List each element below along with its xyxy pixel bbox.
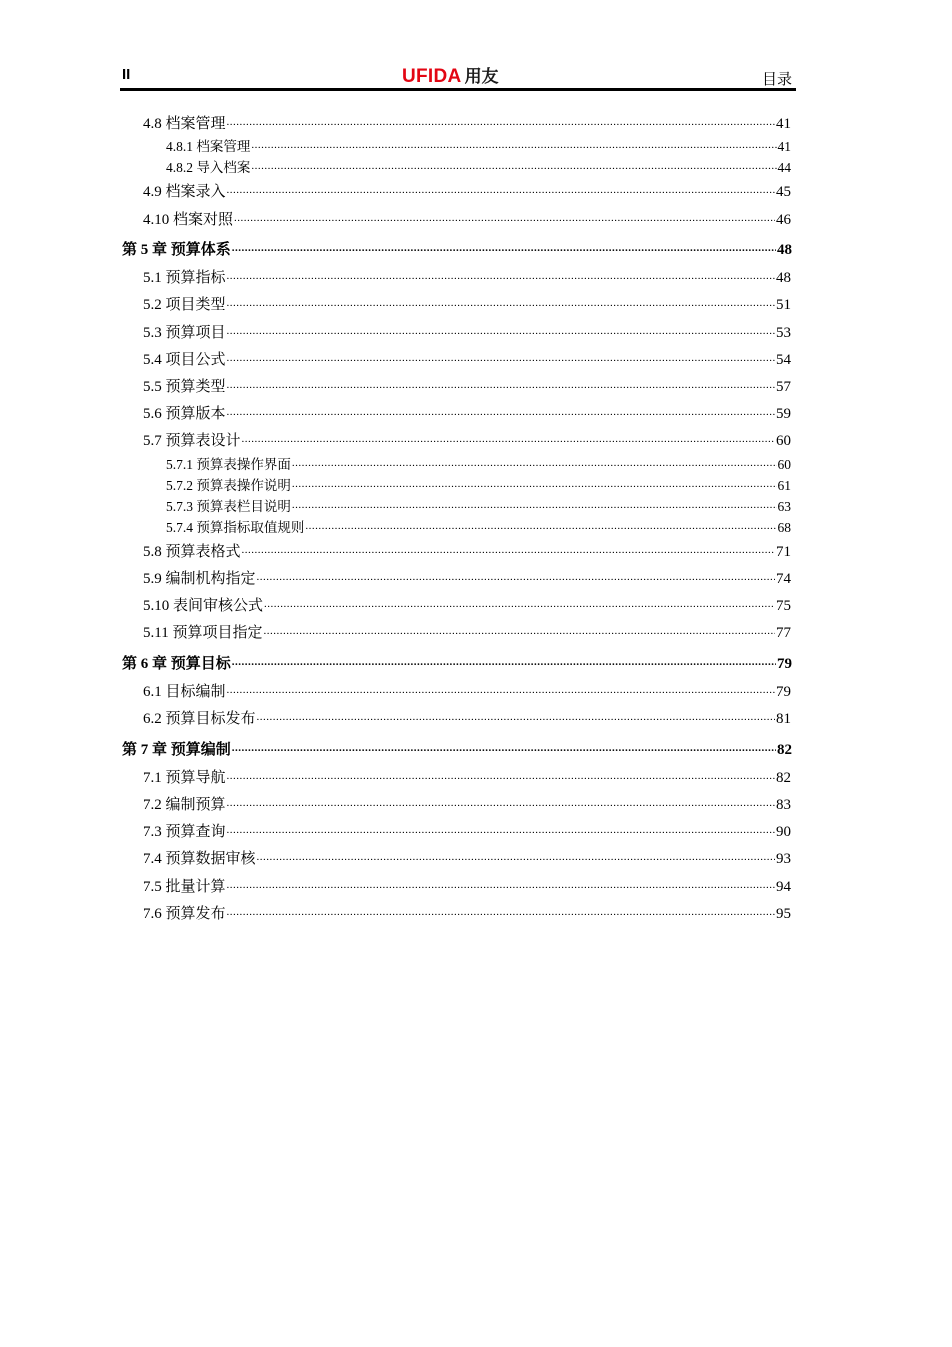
dot-leader bbox=[242, 541, 775, 556]
page-header bbox=[120, 62, 796, 90]
dot-leader bbox=[227, 821, 775, 836]
toc-entry-title: 5.3 预算项目 bbox=[143, 325, 226, 341]
toc-entry-title: 5.7 预算表设计 bbox=[143, 433, 241, 449]
dot-leader bbox=[227, 322, 775, 337]
toc-entry-title: 5.8 预算表格式 bbox=[143, 544, 241, 560]
dot-leader bbox=[227, 876, 775, 891]
toc-entry-page-number: 44 bbox=[777, 160, 791, 175]
dot-leader bbox=[292, 456, 777, 470]
toc-entry-page-number: 77 bbox=[776, 625, 791, 641]
toc-entry[interactable] bbox=[143, 112, 791, 133]
toc-entry-title: 4.8 档案管理 bbox=[143, 116, 226, 132]
dot-leader bbox=[257, 568, 775, 583]
toc-entry-page-number: 57 bbox=[776, 379, 791, 395]
toc-entry-title: 5.11 预算项目指定 bbox=[143, 625, 263, 641]
dot-leader bbox=[227, 903, 775, 918]
toc-entry-title: 5.7.4 预算指标取值规则 bbox=[166, 520, 305, 535]
toc-entry[interactable] bbox=[143, 902, 791, 923]
toc-entry-title: 7.4 预算数据审核 bbox=[143, 851, 256, 867]
toc-chapter-entry[interactable] bbox=[122, 738, 792, 759]
toc-chapter-entry[interactable] bbox=[122, 652, 792, 673]
toc-entry-page-number: 51 bbox=[776, 297, 791, 313]
toc-entry-title: 5.5 预算类型 bbox=[143, 379, 226, 395]
toc-entry-page-number: 74 bbox=[776, 571, 791, 587]
toc-entry-title: 第 6 章 预算目标 bbox=[122, 656, 231, 672]
toc-entry[interactable] bbox=[166, 516, 791, 536]
toc-entry-title: 第 5 章 预算体系 bbox=[122, 242, 231, 258]
toc-entry-title: 7.6 预算发布 bbox=[143, 906, 226, 922]
toc-entry-page-number: 75 bbox=[776, 598, 791, 614]
toc-entry-title: 7.1 预算导航 bbox=[143, 770, 226, 786]
toc-entry-page-number: 82 bbox=[776, 770, 791, 786]
toc-entry-page-number: 83 bbox=[776, 797, 791, 813]
dot-leader bbox=[227, 294, 775, 309]
toc-entry-title: 7.3 预算查询 bbox=[143, 824, 226, 840]
toc-entry-page-number: 68 bbox=[777, 520, 791, 535]
toc-entry-page-number: 41 bbox=[776, 116, 791, 132]
dot-leader bbox=[305, 519, 776, 533]
toc-entry-page-number: 71 bbox=[776, 544, 791, 560]
toc-entry[interactable] bbox=[143, 348, 791, 369]
toc-entry[interactable] bbox=[143, 847, 791, 868]
toc-entry[interactable] bbox=[143, 621, 791, 642]
toc-entry-page-number: 60 bbox=[776, 433, 791, 449]
dot-leader bbox=[242, 430, 775, 445]
toc-entry[interactable] bbox=[143, 266, 791, 287]
toc-entry[interactable] bbox=[166, 495, 791, 515]
dot-leader bbox=[232, 239, 776, 254]
toc-entry-page-number: 46 bbox=[776, 212, 791, 228]
toc-entry-title: 5.4 项目公式 bbox=[143, 352, 226, 368]
toc-chapter-entry[interactable] bbox=[122, 238, 792, 259]
toc-entry-title: 5.9 编制机构指定 bbox=[143, 571, 256, 587]
dot-leader bbox=[257, 848, 775, 863]
toc-entry-title: 5.7.3 预算表栏目说明 bbox=[166, 499, 291, 514]
logo-text-cn: 用友 bbox=[464, 67, 499, 86]
dot-leader bbox=[227, 403, 775, 418]
toc-entry[interactable] bbox=[143, 402, 791, 423]
toc-entry-page-number: 81 bbox=[776, 711, 791, 727]
toc-entry-page-number: 54 bbox=[776, 352, 791, 368]
toc-entry-title: 6.1 目标编制 bbox=[143, 684, 226, 700]
toc-entry-title: 5.7.2 预算表操作说明 bbox=[166, 478, 291, 493]
toc-entry[interactable] bbox=[143, 875, 791, 896]
toc-entry[interactable] bbox=[143, 707, 791, 728]
toc-entry-page-number: 94 bbox=[776, 879, 791, 895]
toc-entry[interactable] bbox=[166, 453, 791, 473]
dot-leader bbox=[227, 376, 775, 391]
dot-leader bbox=[227, 349, 775, 364]
dot-leader bbox=[251, 138, 776, 152]
toc-entry[interactable] bbox=[166, 156, 791, 176]
toc-entry-page-number: 48 bbox=[776, 270, 791, 286]
toc-entry-page-number: 79 bbox=[777, 656, 792, 672]
toc-entry[interactable] bbox=[143, 820, 791, 841]
ufida-logo bbox=[402, 62, 499, 88]
dot-leader bbox=[232, 739, 776, 754]
toc-entry-page-number: 93 bbox=[776, 851, 791, 867]
dot-leader bbox=[292, 477, 777, 491]
toc-entry-title: 6.2 预算目标发布 bbox=[143, 711, 256, 727]
dot-leader bbox=[263, 622, 775, 637]
toc-entry-page-number: 60 bbox=[777, 457, 791, 472]
toc-entry-title: 4.10 档案对照 bbox=[143, 212, 234, 228]
dot-leader bbox=[232, 653, 776, 668]
toc-entry-title: 5.6 预算版本 bbox=[143, 406, 226, 422]
toc-entry-title: 5.10 表间审核公式 bbox=[143, 598, 264, 614]
dot-leader bbox=[227, 681, 775, 696]
dot-leader bbox=[227, 181, 775, 196]
page-number: II bbox=[122, 66, 131, 83]
logo-text-en: UFIDA bbox=[402, 66, 462, 87]
dot-leader bbox=[227, 267, 775, 282]
toc-entry-page-number: 45 bbox=[776, 184, 791, 200]
toc-entry[interactable] bbox=[143, 375, 791, 396]
toc-entry[interactable] bbox=[166, 135, 791, 155]
dot-leader bbox=[227, 113, 775, 128]
toc-entry-title: 5.1 预算指标 bbox=[143, 270, 226, 286]
dot-leader bbox=[292, 498, 777, 512]
toc-entry-title: 5.2 项目类型 bbox=[143, 297, 226, 313]
toc-entry-title: 第 7 章 预算编制 bbox=[122, 742, 231, 758]
toc-entry[interactable] bbox=[143, 594, 791, 615]
toc-entry[interactable] bbox=[143, 293, 791, 314]
toc-entry[interactable] bbox=[143, 766, 791, 787]
dot-leader bbox=[227, 794, 775, 809]
toc-entry-page-number: 53 bbox=[776, 325, 791, 341]
dot-leader bbox=[234, 209, 775, 224]
toc-entry-page-number: 41 bbox=[777, 139, 791, 154]
toc-entry[interactable] bbox=[143, 680, 791, 701]
toc-entry[interactable] bbox=[143, 321, 791, 342]
toc-entry-page-number: 61 bbox=[777, 478, 791, 493]
toc-entry-page-number: 90 bbox=[776, 824, 791, 840]
toc-entry-page-number: 59 bbox=[776, 406, 791, 422]
toc-entry-title: 4.9 档案录入 bbox=[143, 184, 226, 200]
toc-entry-title: 4.8.2 导入档案 bbox=[166, 160, 251, 175]
toc-entry[interactable] bbox=[166, 474, 791, 494]
header-divider bbox=[120, 88, 796, 91]
section-title: 目录 bbox=[761, 72, 792, 88]
toc-entry-page-number: 63 bbox=[777, 499, 791, 514]
toc-entry-page-number: 82 bbox=[777, 742, 792, 758]
dot-leader bbox=[264, 595, 775, 610]
dot-leader bbox=[257, 708, 775, 723]
dot-leader bbox=[227, 767, 775, 782]
toc-entry-page-number: 79 bbox=[776, 684, 791, 700]
toc-entry[interactable] bbox=[143, 793, 791, 814]
toc-entry-title: 5.7.1 预算表操作界面 bbox=[166, 457, 291, 472]
toc-entry-title: 7.2 编制预算 bbox=[143, 797, 226, 813]
toc-entry[interactable] bbox=[143, 208, 791, 229]
toc-entry-title: 4.8.1 档案管理 bbox=[166, 139, 251, 154]
toc-entry-title: 7.5 批量计算 bbox=[143, 879, 226, 895]
toc-entry-page-number: 95 bbox=[776, 906, 791, 922]
toc-entry[interactable] bbox=[143, 429, 791, 450]
dot-leader bbox=[251, 159, 776, 173]
toc-entry-page-number: 48 bbox=[777, 242, 792, 258]
toc-entry[interactable] bbox=[143, 180, 791, 201]
toc-entry[interactable] bbox=[143, 540, 791, 561]
toc-entry[interactable] bbox=[143, 567, 791, 588]
